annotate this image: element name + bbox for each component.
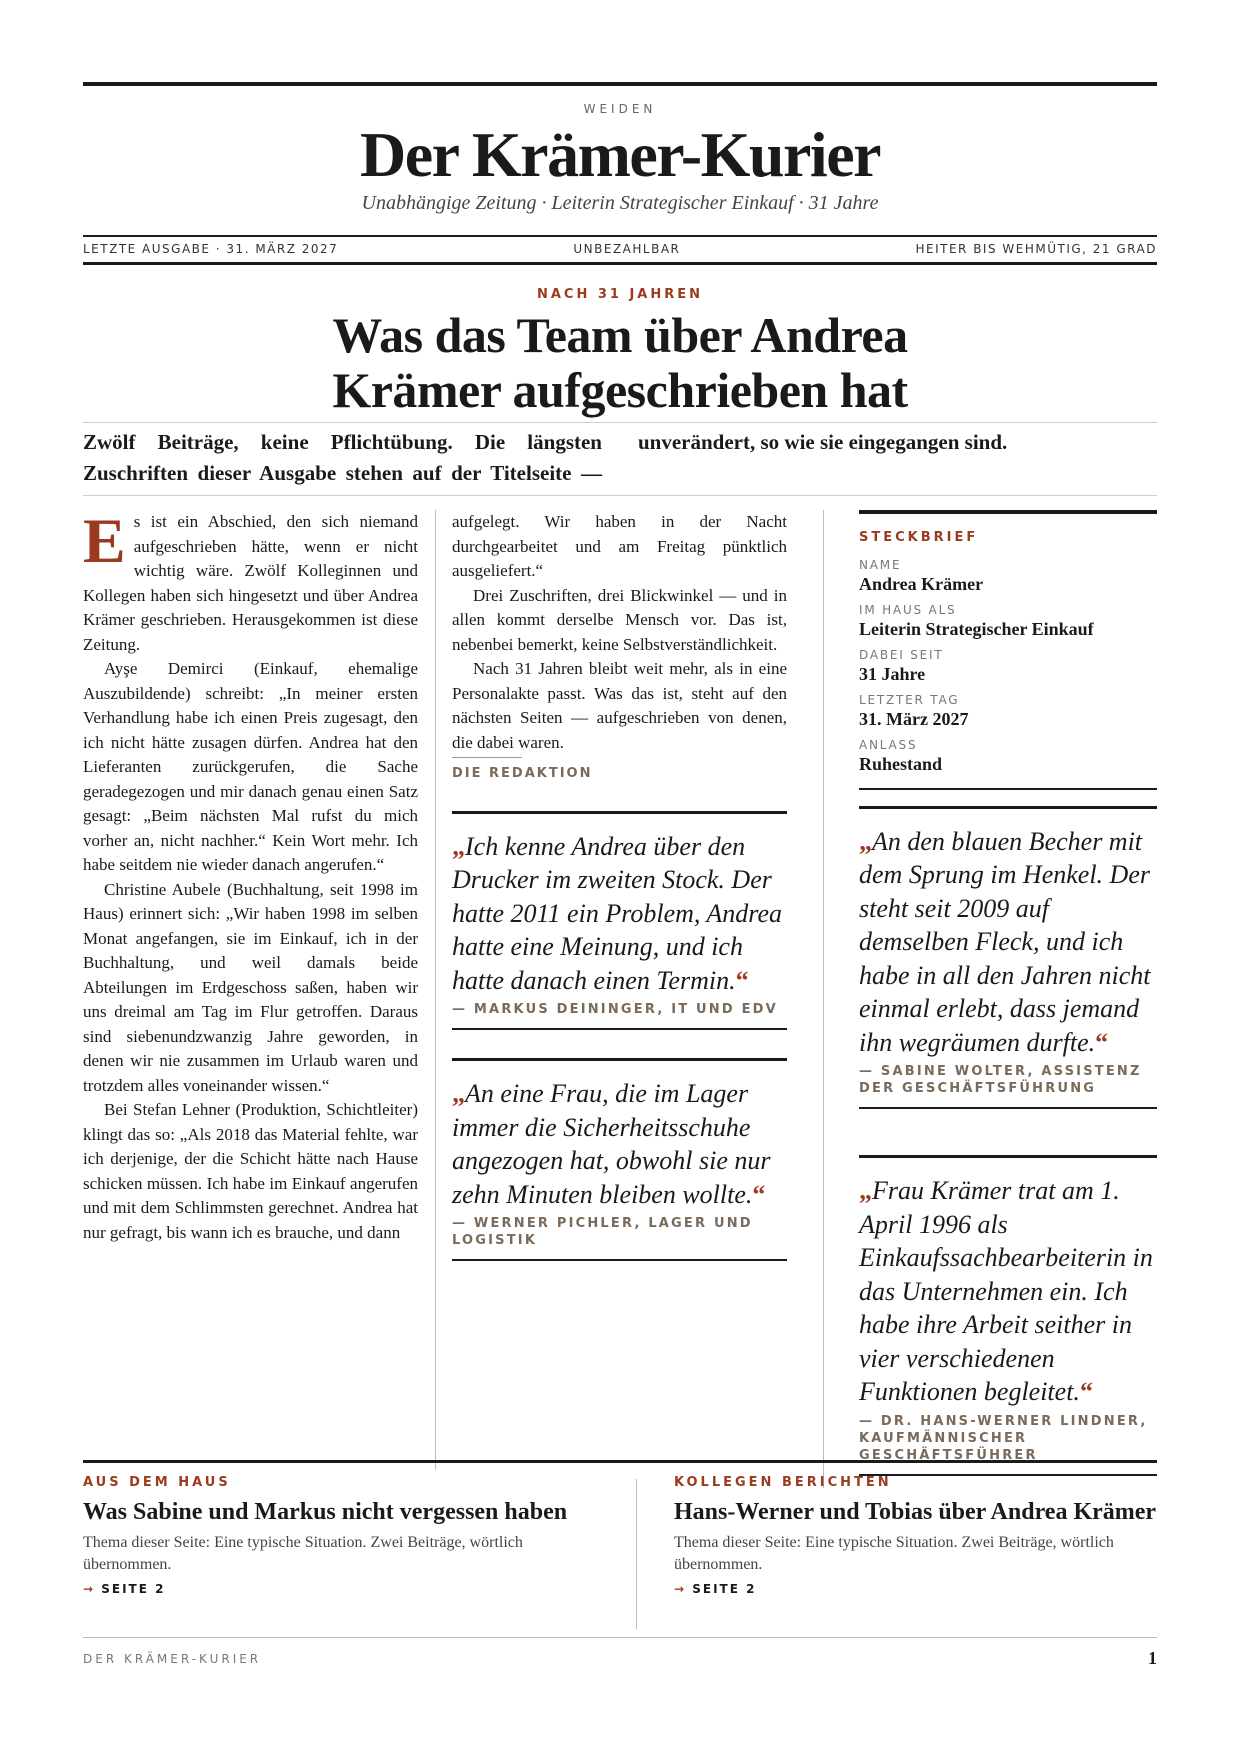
price-label: UNBEZAHLBAR: [573, 242, 681, 256]
main-headline: [83, 308, 1157, 418]
teaser-page-link[interactable]: → SEITE 2: [674, 1582, 757, 1596]
weather-label: HEITER BIS WEHMÜTIG, 21 GRAD: [915, 242, 1157, 256]
quote-attribution: — WERNER PICHLER, LAGER UND LOGISTIK: [452, 1216, 753, 1248]
teaser[interactable]: [674, 1475, 1157, 1596]
article-column-1: [83, 505, 418, 1245]
drop-cap: E: [83, 505, 126, 576]
arrow-right-icon: →: [83, 1582, 96, 1596]
fact-value: Leiterin Strategischer Einkauf: [859, 618, 1094, 639]
fact-value: Andrea Krämer: [859, 573, 984, 594]
quote-attribution: — MARKUS DEININGER, IT UND EDV: [452, 1002, 778, 1017]
masthead-subtitle: Unabhängige Zeitung · Leiterin Strategischer Einkauf · 31 Jahre: [361, 192, 879, 214]
quote-text: „Frau Krämer trat am 1. April 1996 als Einkaufssachbearbeiterin in das Unternehmen ein. Ich habe ihre Arbeit seither in vier verschiedenen Funktionen begleitet.“: [859, 1176, 1153, 1406]
headline-line-1: Was das Team über Andrea: [332, 307, 908, 363]
dateline-bar: [83, 235, 1157, 265]
quote-text: „Ich kenne Andrea über den Drucker im zweiten Stock. Der hatte 2011 ein Problem, Andrea hatte eine Meinung, und ich hatte danach einen Termin.“: [452, 831, 783, 995]
article-paragraph: Es ist ein Abschied, den sich niemand aufgeschrieben hätte, wenn er nicht wichtig wäre. Zwölf Kolleginnen und Kollegen haben sich hingesetzt und über Andrea Krämer geschrieben. Herausgekommen ist diese Zeitung.: [83, 505, 418, 654]
teaser-divider: [636, 1479, 637, 1629]
article-columns: [83, 505, 1157, 1500]
teaser-kicker: KOLLEGEN BERICHTEN: [674, 1475, 892, 1490]
article-paragraph: Bei Stefan Lehner (Produktion, Schichtleiter) klingt das so: „Als 2018 das Material fehlte, war ich derjenige, der die Schicht hätte nach Hause schicken müssen. Ich habe im Einkauf angerufen und mit dem Schlimmsten gerechnet. Andrea hat nur gefragt, bis wann ich es brauche, und dann: [83, 1100, 418, 1242]
column-divider: [435, 510, 436, 1470]
newspaper-page: [83, 82, 1157, 1500]
fact-label: LETZTER TAG: [859, 692, 960, 707]
teaser-text: Thema dieser Seite: Eine typische Situation. Zwei Beiträge, wörtlich übernommen.: [83, 1534, 523, 1573]
article-column-2: [452, 510, 787, 1261]
quote-text: „An eine Frau, die im Lager immer die Sicherheitsschuhe angezogen hat, obwohl sie nur zehn Minuten bleiben wollte.“: [452, 1079, 771, 1209]
footer-publication-name: DER KRÄMER-KURIER: [83, 1652, 262, 1666]
edition-date: LETZTE AUSGABE · 31. MÄRZ 2027: [83, 242, 339, 256]
article-column-3: [859, 510, 1157, 1476]
article-paragraph: Ayşe Demirci (Einkauf, ehemalige Auszubildende) schreibt: „In meiner ersten Verhandlung habe ich einen Preis zugesagt, den ich nicht hätte zusagen dürfen. Andrea hat den Lieferanten zurückgerufen, die Sache geradegezogen und mir danach genau einen Satz gesagt: „Beim nächsten Mal rufst du mich vorher an, nicht nachher.“ Kein Wort mehr. Ich habe seitdem nie wieder danach angerufen.“: [83, 659, 418, 874]
masthead-title: Der Krämer-Kurier: [360, 119, 880, 190]
teaser[interactable]: [83, 1475, 583, 1596]
article-paragraph: Drei Zuschriften, drei Blickwinkel — und in allen kommt derselbe Mensch vor. Das ist, nebenbei bemerkt, keine Selbstverständlichkeit.: [452, 585, 787, 654]
fact-value: 31 Jahre: [859, 663, 926, 684]
page-number: 1: [1148, 1648, 1157, 1668]
headline-kicker: NACH 31 JAHREN: [536, 287, 704, 302]
masthead-city: WEIDEN: [583, 102, 657, 116]
teaser-kicker: AUS DEM HAUS: [83, 1475, 231, 1490]
teaser-text: Thema dieser Seite: Eine typische Situation. Zwei Beiträge, wörtlich übernommen.: [674, 1534, 1114, 1573]
teaser-title: Hans-Werner und Tobias über Andrea Krämer: [674, 1499, 1157, 1525]
bottom-teasers: [83, 1460, 1157, 1631]
article-signature: DIE REDAKTION: [452, 766, 593, 781]
pull-quote: [859, 1155, 1157, 1476]
headline-line-2: Krämer aufgeschrieben hat: [332, 362, 908, 418]
teaser-title: Was Sabine und Markus nicht vergessen haben: [83, 1499, 568, 1525]
signature-rule: [452, 757, 522, 758]
quote-text: „An den blauen Becher mit dem Sprung im Henkel. Der steht seit 2009 auf demselben Fleck, und ich habe in all den Jahren nicht einmal erlebt, dass jemand ihn wegräumen durfte.“: [859, 826, 1151, 1057]
teaser-page-link[interactable]: → SEITE 2: [83, 1582, 166, 1596]
article-paragraph: aufgelegt. Wir haben in der Nacht durchgearbeitet und am Freitag pünktlich ausgeliefert.“: [452, 512, 787, 580]
quote-attribution: — DR. HANS-WERNER LINDNER, KAUFMÄNNISCHER GESCHÄFTSFÜHRER: [859, 1413, 1148, 1463]
fact-label: ANLASS: [859, 737, 918, 752]
fact-label: NAME: [859, 557, 902, 572]
page-footer: [83, 1637, 1157, 1669]
fact-box: [859, 510, 1157, 790]
quote-attribution: — SABINE WOLTER, ASSISTENZ DER GESCHÄFTSFÜHRUNG: [859, 1064, 1142, 1096]
fact-label: DABEI SEIT: [859, 647, 944, 662]
fact-value: 31. März 2027: [859, 708, 969, 729]
article-paragraph: Nach 31 Jahren bleibt weit mehr, als in eine Personalakte passt. Was das ist, steht auf den nächsten Seiten — aufgeschrieben von denen, die dabei waren.: [452, 659, 787, 752]
fact-box-heading: STECKBRIEF: [859, 530, 979, 545]
fact-value: Ruhestand: [859, 753, 943, 774]
fact-label: IM HAUS ALS: [859, 602, 957, 617]
deck-text: Zwölf Beiträge, keine Pflichtübung. Die längsten Zuschriften dieser Ausgabe stehen auf der Titelseite — unverändert, so wie sie eingegangen sind.: [83, 422, 1157, 496]
pull-quote: [452, 811, 787, 1031]
column-divider: [823, 510, 824, 1488]
pull-quote: [452, 1058, 787, 1261]
top-rule: [83, 82, 1157, 86]
article-paragraph: Christine Aubele (Buchhaltung, seit 1998 im Haus) erinnert sich: „Wir haben 1998 im selben Monat angefangen, sie im Einkauf, ich in der Buchhaltung, und weil damals beide Abteilungen im Erdgeschoss saßen, haben wir uns dreimal am Tag im Flur getroffen. Daraus sind siebenundzwanzig Jahre geworden, in denen wir nie zusammen im Urlaub waren und trotzdem alles voneinander wissen.“: [83, 879, 418, 1095]
pull-quote: [859, 806, 1157, 1110]
arrow-right-icon: →: [674, 1582, 687, 1596]
